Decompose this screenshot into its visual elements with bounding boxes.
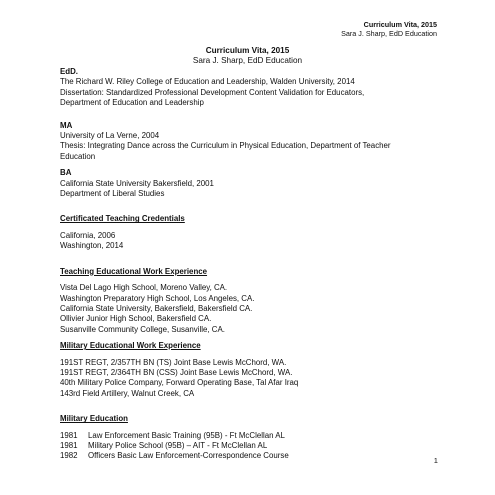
- degree-line: The Richard W. Riley College of Education and Leadership, Walden University, 2014: [60, 77, 355, 87]
- list-item: California State University, Bakersfield, Bakersfield CA.: [60, 303, 253, 313]
- running-header: [341, 20, 437, 38]
- year: 1981: [60, 430, 78, 440]
- list-item: 191ST REGT, 2/357TH BN (TS) Joint Base Lewis McChord, WA.: [60, 357, 287, 367]
- year: 1981: [60, 440, 78, 450]
- list-item: 143rd Field Artillery, Walnut Creek, CA: [60, 388, 195, 398]
- degree-line: Dissertation: Standardized Professional Development Content Validation for Educators,: [60, 87, 365, 97]
- credentials-section: [60, 214, 440, 251]
- education-edd: [60, 67, 440, 109]
- degree-heading: BA: [60, 168, 72, 178]
- list-item: Washington, 2014: [60, 241, 124, 251]
- year: 1982: [60, 451, 78, 461]
- degree-heading: EdD.: [60, 67, 78, 76]
- list-item: 40th Military Police Company, Forward Operating Base, Tal Afar Iraq: [60, 378, 299, 388]
- degree-line: Education: [60, 151, 96, 161]
- degree-line: Department of Liberal Studies: [60, 189, 165, 199]
- section-heading: Military Education: [60, 414, 128, 424]
- course: Law Enforcement Basic Training (95B) - Ft McClellan AL: [88, 430, 285, 440]
- list-item: [60, 451, 440, 461]
- list-item: Vista Del Lago High School, Moreno Valley, CA.: [60, 283, 228, 293]
- section-heading: Military Educational Work Experience: [60, 341, 201, 351]
- list-item: [60, 441, 440, 451]
- degree-line: University of La Verne, 2004: [60, 131, 160, 141]
- education-ma: [60, 121, 440, 163]
- course: Military Police School (95B) – AIT - Ft McClellan AL: [88, 440, 268, 450]
- degree-line: Thesis: Integrating Dance across the Curriculum in Physical Education, Department of Teacher: [60, 141, 391, 151]
- page-number: 1: [433, 456, 438, 465]
- list-item: Susanville Community College, Susanville, CA.: [60, 324, 225, 334]
- military-education-section: [60, 414, 440, 462]
- degree-line: California State University Bakersfield, 2001: [60, 178, 214, 188]
- degree-line: Department of Education and Leadership: [60, 98, 204, 108]
- list-item: California, 2006: [60, 230, 116, 240]
- document-title: Curriculum Vita, 2015: [205, 46, 290, 55]
- list-item: Washington Preparatory High School, Los Angeles, CA.: [60, 293, 255, 303]
- teaching-section: [60, 267, 440, 335]
- running-header-title: Curriculum Vita, 2015: [363, 20, 437, 29]
- list-item: [60, 431, 440, 441]
- military-work-section: [60, 341, 440, 399]
- document-author: Sara J. Sharp, EdD Education: [192, 56, 303, 65]
- running-header-name: Sara J. Sharp, EdD Education: [341, 29, 437, 38]
- course: Officers Basic Law Enforcement-Correspondence Course: [88, 451, 289, 461]
- section-heading: Teaching Educational Work Experience: [60, 266, 208, 276]
- education-ba: [60, 168, 440, 199]
- list-item: 191ST REGT, 2/364TH BN (CSS) Joint Base Lewis McChord, WA.: [60, 367, 293, 377]
- degree-heading: MA: [60, 120, 73, 130]
- list-item: Ollivier Junior High School, Bakersfield CA.: [60, 314, 212, 324]
- section-heading: Certificated Teaching Credentials: [60, 214, 185, 224]
- document-body: [60, 67, 440, 462]
